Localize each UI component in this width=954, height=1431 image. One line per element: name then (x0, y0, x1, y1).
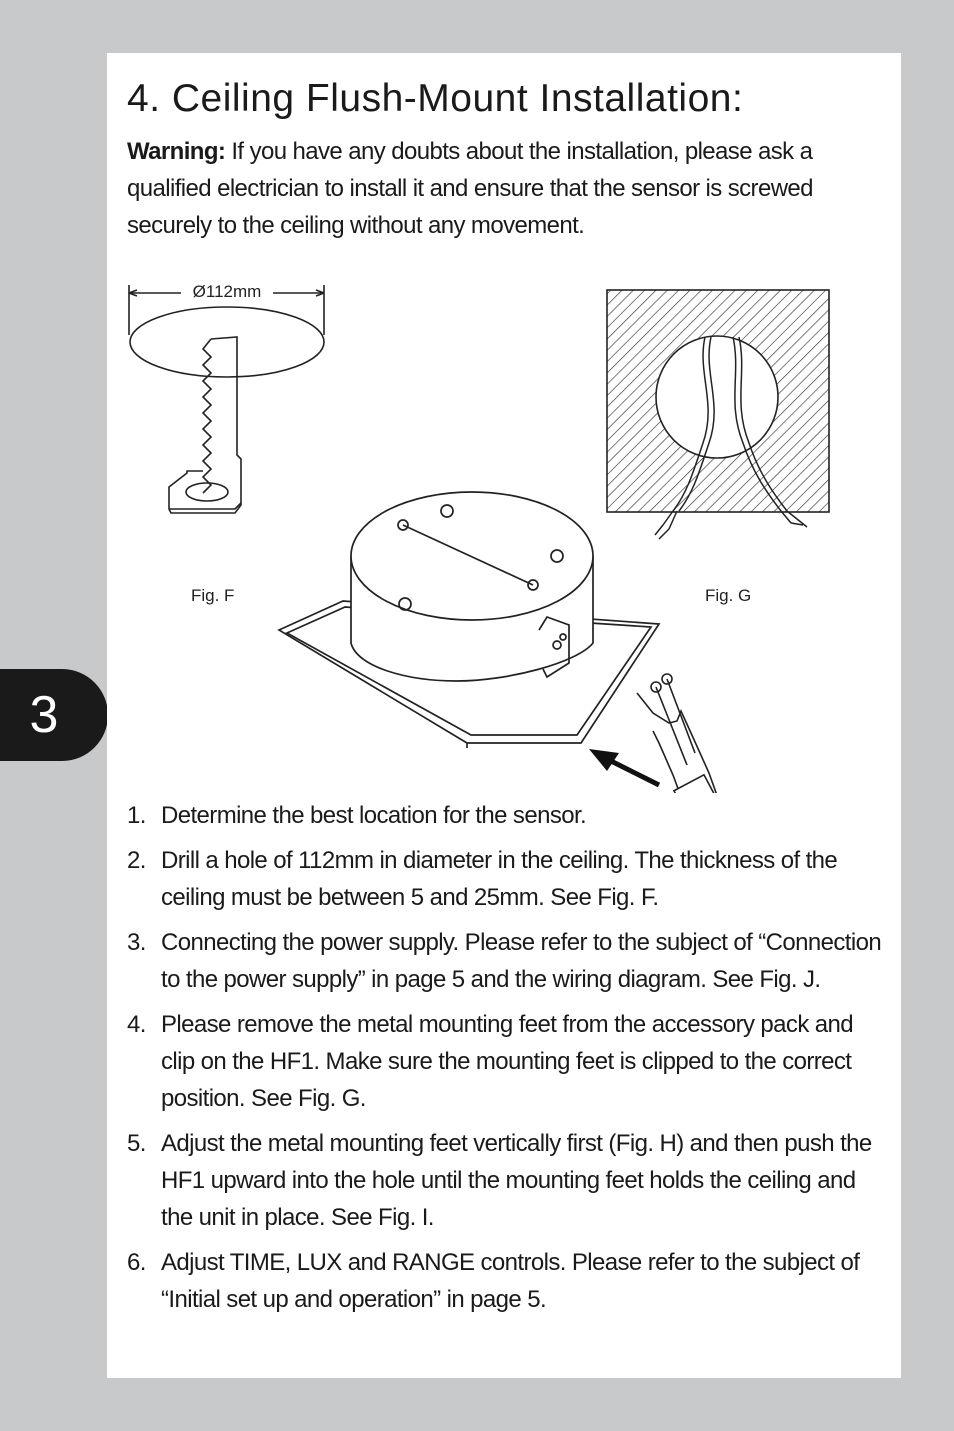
warning-label: Warning: (127, 138, 226, 165)
warning-text: If you have any doubts about the installation, please ask a qualified electrician to install it and ensure that the sensor is screwed securely to the ceiling without any movement. (127, 138, 813, 239)
page-title: 4. Ceiling Flush-Mount Installation: (127, 77, 744, 120)
step-number: 5. (127, 1130, 146, 1157)
hole-saw-drawing (129, 285, 324, 513)
sensor-unit-drawing (279, 492, 659, 748)
list-item (127, 842, 887, 916)
step-text: Drill a hole of 112mm in diameter in the ceiling. The thickness of the ceiling must be between 5 and 25mm. See Fig. F. (161, 847, 838, 911)
step-text: Adjust the metal mounting feet vertically first (Fig. H) and then push the HF1 upward into the hole until the mounting feet holds the ceiling and the unit in place. See Fig. I. (161, 1130, 872, 1231)
step-number: 6. (127, 1249, 146, 1276)
step-text: Connecting the power supply. Please refer to the subject of “Connection to the power supply” in page 5 and the wiring diagram. See Fig. J. (161, 929, 882, 993)
installation-figure (107, 273, 901, 793)
ceiling-wires-drawing (607, 290, 829, 539)
step-number: 3. (127, 929, 146, 956)
step-text: Determine the best location for the sensor. (161, 802, 587, 829)
list-item (127, 1125, 887, 1236)
page-number-tab: 3 (0, 669, 108, 761)
step-number: 4. (127, 1011, 146, 1038)
installation-steps (127, 797, 887, 1326)
step-text: Adjust TIME, LUX and RANGE controls. Please refer to the subject of “Initial set up and operation” in page 5. (161, 1249, 860, 1313)
warning-paragraph (127, 133, 867, 244)
diameter-label: Ø112mm (192, 282, 262, 301)
mounting-clip-drawing (637, 674, 719, 793)
fig-f-label: Fig. F (191, 586, 235, 605)
list-item (127, 797, 887, 834)
installation-illustration (107, 273, 901, 793)
list-item (127, 924, 887, 998)
list-item (127, 1244, 887, 1318)
push-arrow-icon (589, 749, 659, 785)
page (107, 53, 901, 1378)
step-number: 2. (127, 847, 146, 874)
list-item (127, 1006, 887, 1117)
step-number: 1. (127, 802, 146, 829)
fig-g-label: Fig. G (705, 586, 752, 605)
step-text: Please remove the metal mounting feet from the accessory pack and clip on the HF1. Make sure the mounting feet is clipped to the correct position. See Fig. G. (161, 1011, 854, 1112)
